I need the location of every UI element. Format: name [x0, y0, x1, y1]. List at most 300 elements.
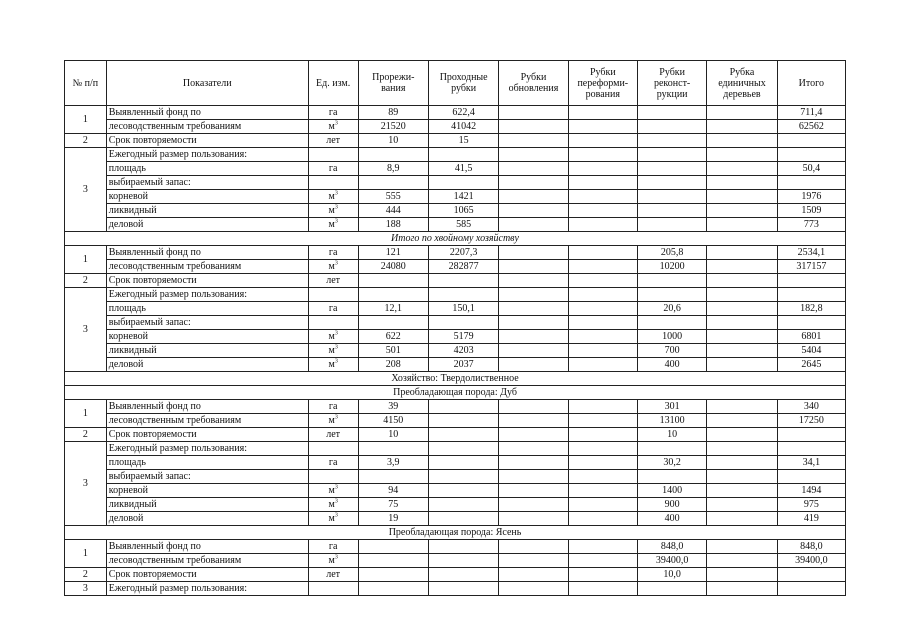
value-cell-total — [777, 316, 845, 330]
row-number: 3 — [65, 442, 107, 526]
value-cell-thinning: 10 — [358, 428, 428, 442]
unit-cell — [308, 288, 358, 302]
value-cell-passage — [428, 428, 498, 442]
value-cell-total: 5404 — [777, 344, 845, 358]
value-cell-passage — [428, 484, 498, 498]
indicator-cell: Срок повторяемости — [106, 274, 308, 288]
row-number: 1 — [65, 106, 107, 134]
value-cell-total: 340 — [777, 400, 845, 414]
unit-cell — [308, 358, 358, 372]
value-cell-renewal — [499, 358, 568, 372]
header-renewal-cutting: Рубки обновления — [499, 61, 568, 106]
section-title: Итого по хвойному хозяйству — [65, 232, 846, 246]
value-cell-passage: 2207,3 — [428, 246, 498, 260]
unit-cell — [308, 554, 358, 568]
unit-cell — [308, 428, 358, 442]
unit-superscript: 3 — [334, 512, 338, 519]
row-number: 1 — [65, 246, 107, 274]
value-cell-single-tree — [707, 414, 777, 428]
value-cell-single-tree — [707, 540, 777, 554]
value-cell-single-tree — [707, 204, 777, 218]
value-cell-single-tree — [707, 316, 777, 330]
value-cell-passage — [428, 176, 498, 190]
unit-superscript: 3 — [334, 484, 338, 491]
value-cell-total: 1509 — [777, 204, 845, 218]
value-cell-renewal — [499, 400, 568, 414]
value-cell-reconstruction: 848,0 — [637, 540, 706, 554]
row-number: 2 — [65, 274, 107, 288]
header-reconstruction-cutting: Рубки реконст-рукции — [637, 61, 706, 106]
value-cell-total: 1976 — [777, 190, 845, 204]
indicator-cell: Срок повторяемости — [106, 428, 308, 442]
value-cell-reconstruction — [637, 442, 706, 456]
value-cell-total: 62562 — [777, 120, 845, 134]
forest-use-table — [64, 60, 846, 596]
value-cell-total: 6801 — [777, 330, 845, 344]
table-row — [65, 442, 846, 456]
unit-label: м — [328, 498, 335, 510]
value-cell-reformation — [568, 148, 637, 162]
value-cell-reformation — [568, 428, 637, 442]
value-cell-reconstruction — [637, 134, 706, 148]
value-cell-reconstruction — [637, 190, 706, 204]
indicator-cell: Ежегодный размер пользования: — [106, 442, 308, 456]
indicator-cell: Срок повторяемости — [106, 568, 308, 582]
value-cell-passage — [428, 498, 498, 512]
value-cell-reformation — [568, 260, 637, 274]
value-cell-total — [777, 428, 845, 442]
table-row — [65, 106, 846, 120]
value-cell-reconstruction: 1000 — [637, 330, 706, 344]
value-cell-passage: 41042 — [428, 120, 498, 134]
unit-label: м — [328, 484, 335, 496]
unit-cell — [308, 260, 358, 274]
table-row — [65, 582, 846, 596]
value-cell-thinning — [358, 274, 428, 288]
indicator-cell: деловой — [106, 358, 308, 372]
value-cell-reconstruction — [637, 288, 706, 302]
unit-superscript: 3 — [334, 498, 338, 505]
indicator-cell: ликвидный — [106, 204, 308, 218]
value-cell-reconstruction: 205,8 — [637, 246, 706, 260]
value-cell-thinning — [358, 148, 428, 162]
value-cell-reformation — [568, 344, 637, 358]
value-cell-reconstruction — [637, 470, 706, 484]
value-cell-passage: 1065 — [428, 204, 498, 218]
value-cell-passage — [428, 568, 498, 582]
unit-cell — [308, 162, 358, 176]
unit-cell — [308, 190, 358, 204]
value-cell-reformation — [568, 330, 637, 344]
value-cell-thinning — [358, 442, 428, 456]
unit-cell — [308, 302, 358, 316]
value-cell-thinning: 39 — [358, 400, 428, 414]
section-row — [65, 386, 846, 400]
value-cell-renewal — [499, 540, 568, 554]
unit-label: га — [328, 302, 338, 314]
value-cell-single-tree — [707, 554, 777, 568]
value-cell-total: 2645 — [777, 358, 845, 372]
value-cell-reformation — [568, 204, 637, 218]
unit-label: лет — [326, 428, 341, 440]
indicator-cell: Выявленный фонд по — [106, 400, 308, 414]
header-no: № п/п — [65, 61, 107, 106]
unit-label: м — [328, 330, 335, 342]
value-cell-total — [777, 288, 845, 302]
value-cell-passage — [428, 582, 498, 596]
row-number: 3 — [65, 148, 107, 232]
table-row — [65, 190, 846, 204]
value-cell-thinning — [358, 316, 428, 330]
value-cell-renewal — [499, 260, 568, 274]
value-cell-total — [777, 568, 845, 582]
value-cell-reformation — [568, 442, 637, 456]
table-row — [65, 204, 846, 218]
row-number: 3 — [65, 288, 107, 372]
value-cell-renewal — [499, 316, 568, 330]
value-cell-renewal — [499, 274, 568, 288]
value-cell-thinning: 12,1 — [358, 302, 428, 316]
value-cell-single-tree — [707, 456, 777, 470]
value-cell-reformation — [568, 288, 637, 302]
value-cell-reconstruction — [637, 162, 706, 176]
value-cell-thinning: 19 — [358, 512, 428, 526]
value-cell-thinning — [358, 554, 428, 568]
indicator-cell: корневой — [106, 330, 308, 344]
table-row — [65, 428, 846, 442]
unit-label: лет — [326, 274, 341, 286]
header-passage-cutting: Проходные рубки — [428, 61, 498, 106]
section-title: Преобладающая порода: Ясень — [65, 526, 846, 540]
value-cell-renewal — [499, 246, 568, 260]
unit-cell — [308, 484, 358, 498]
unit-cell — [308, 120, 358, 134]
value-cell-passage: 4203 — [428, 344, 498, 358]
unit-superscript: 3 — [334, 414, 338, 421]
value-cell-passage: 15 — [428, 134, 498, 148]
table-row — [65, 414, 846, 428]
unit-label: га — [328, 106, 338, 118]
value-cell-renewal — [499, 456, 568, 470]
indicator-cell: лесоводственным требованиям — [106, 260, 308, 274]
unit-cell — [308, 344, 358, 358]
table-row — [65, 302, 846, 316]
table-row — [65, 120, 846, 134]
value-cell-single-tree — [707, 302, 777, 316]
value-cell-reformation — [568, 512, 637, 526]
unit-cell — [308, 176, 358, 190]
value-cell-single-tree — [707, 218, 777, 232]
table-row — [65, 540, 846, 554]
table-row — [65, 260, 846, 274]
value-cell-reformation — [568, 120, 637, 134]
value-cell-reconstruction: 400 — [637, 358, 706, 372]
value-cell-single-tree — [707, 582, 777, 596]
value-cell-reformation — [568, 106, 637, 120]
unit-label: га — [328, 540, 338, 552]
value-cell-single-tree — [707, 106, 777, 120]
value-cell-total — [777, 134, 845, 148]
value-cell-single-tree — [707, 190, 777, 204]
value-cell-thinning: 8,9 — [358, 162, 428, 176]
value-cell-renewal — [499, 106, 568, 120]
value-cell-renewal — [499, 470, 568, 484]
unit-cell — [308, 218, 358, 232]
value-cell-total — [777, 176, 845, 190]
unit-cell — [308, 414, 358, 428]
value-cell-total: 317157 — [777, 260, 845, 274]
value-cell-reformation — [568, 176, 637, 190]
table-row — [65, 512, 846, 526]
value-cell-renewal — [499, 428, 568, 442]
row-number: 2 — [65, 428, 107, 442]
value-cell-renewal — [499, 176, 568, 190]
value-cell-thinning: 555 — [358, 190, 428, 204]
unit-cell — [308, 456, 358, 470]
unit-label: лет — [326, 568, 341, 580]
unit-superscript: 3 — [334, 358, 338, 365]
value-cell-single-tree — [707, 428, 777, 442]
value-cell-single-tree — [707, 470, 777, 484]
value-cell-reformation — [568, 414, 637, 428]
value-cell-reconstruction — [637, 120, 706, 134]
unit-cell — [308, 442, 358, 456]
value-cell-total: 50,4 — [777, 162, 845, 176]
value-cell-total — [777, 470, 845, 484]
value-cell-passage — [428, 148, 498, 162]
value-cell-thinning: 188 — [358, 218, 428, 232]
unit-cell — [308, 316, 358, 330]
value-cell-total: 975 — [777, 498, 845, 512]
value-cell-thinning — [358, 540, 428, 554]
unit-cell — [308, 470, 358, 484]
table-row — [65, 330, 846, 344]
value-cell-renewal — [499, 582, 568, 596]
value-cell-single-tree — [707, 260, 777, 274]
value-cell-reconstruction: 10 — [637, 428, 706, 442]
section-row — [65, 372, 846, 386]
value-cell-reformation — [568, 582, 637, 596]
table-row — [65, 162, 846, 176]
value-cell-single-tree — [707, 484, 777, 498]
value-cell-reconstruction: 301 — [637, 400, 706, 414]
table-row — [65, 274, 846, 288]
value-cell-total: 17250 — [777, 414, 845, 428]
indicator-cell: лесоводственным требованиям — [106, 120, 308, 134]
value-cell-reconstruction: 13100 — [637, 414, 706, 428]
unit-label: м — [328, 554, 335, 566]
value-cell-single-tree — [707, 274, 777, 288]
row-number: 1 — [65, 400, 107, 428]
unit-cell — [308, 204, 358, 218]
value-cell-passage — [428, 442, 498, 456]
value-cell-renewal — [499, 204, 568, 218]
value-cell-thinning — [358, 470, 428, 484]
value-cell-reformation — [568, 134, 637, 148]
value-cell-total: 182,8 — [777, 302, 845, 316]
header-single-tree-cutting: Рубка единичных деревьев — [707, 61, 777, 106]
indicator-cell: Выявленный фонд по — [106, 246, 308, 260]
indicator-cell: Ежегодный размер пользования: — [106, 288, 308, 302]
unit-label: м — [328, 190, 335, 202]
unit-label: м — [328, 204, 335, 216]
unit-cell — [308, 246, 358, 260]
unit-label: м — [328, 344, 335, 356]
indicator-cell: площадь — [106, 162, 308, 176]
unit-label: га — [328, 400, 338, 412]
indicator-cell: выбираемый запас: — [106, 316, 308, 330]
value-cell-reformation — [568, 274, 637, 288]
value-cell-renewal — [499, 414, 568, 428]
value-cell-renewal — [499, 344, 568, 358]
indicator-cell: ликвидный — [106, 498, 308, 512]
indicator-cell: Ежегодный размер пользования: — [106, 582, 308, 596]
value-cell-single-tree — [707, 162, 777, 176]
value-cell-renewal — [499, 120, 568, 134]
header-total: Итого — [777, 61, 845, 106]
value-cell-thinning: 21520 — [358, 120, 428, 134]
value-cell-thinning: 10 — [358, 134, 428, 148]
row-number: 2 — [65, 568, 107, 582]
indicator-cell: деловой — [106, 218, 308, 232]
value-cell-reconstruction — [637, 218, 706, 232]
value-cell-total — [777, 274, 845, 288]
header-thinning: Прорежи-вания — [358, 61, 428, 106]
table-row — [65, 344, 846, 358]
unit-label: м — [328, 120, 335, 132]
value-cell-passage: 2037 — [428, 358, 498, 372]
value-cell-renewal — [499, 190, 568, 204]
unit-cell — [308, 540, 358, 554]
unit-cell — [308, 582, 358, 596]
value-cell-total: 419 — [777, 512, 845, 526]
value-cell-single-tree — [707, 512, 777, 526]
value-cell-passage — [428, 288, 498, 302]
value-cell-thinning: 94 — [358, 484, 428, 498]
indicator-cell: выбираемый запас: — [106, 470, 308, 484]
unit-label: м — [328, 414, 335, 426]
value-cell-passage — [428, 512, 498, 526]
value-cell-thinning — [358, 568, 428, 582]
value-cell-total: 2534,1 — [777, 246, 845, 260]
value-cell-single-tree — [707, 176, 777, 190]
unit-superscript: 3 — [334, 120, 338, 127]
unit-label: лет — [326, 134, 341, 146]
value-cell-thinning — [358, 582, 428, 596]
row-number: 3 — [65, 582, 107, 596]
unit-superscript: 3 — [334, 344, 338, 351]
value-cell-reformation — [568, 316, 637, 330]
value-cell-passage — [428, 470, 498, 484]
value-cell-thinning — [358, 176, 428, 190]
unit-cell — [308, 148, 358, 162]
value-cell-total — [777, 442, 845, 456]
table-row — [65, 176, 846, 190]
section-title: Преобладающая порода: Дуб — [65, 386, 846, 400]
unit-label: м — [328, 260, 335, 272]
value-cell-reconstruction: 10200 — [637, 260, 706, 274]
value-cell-renewal — [499, 162, 568, 176]
unit-superscript: 3 — [334, 190, 338, 197]
unit-cell — [308, 568, 358, 582]
value-cell-reconstruction: 1400 — [637, 484, 706, 498]
unit-cell — [308, 400, 358, 414]
table-row — [65, 470, 846, 484]
table-row — [65, 456, 846, 470]
indicator-cell: Выявленный фонд по — [106, 106, 308, 120]
value-cell-reconstruction — [637, 582, 706, 596]
table-row — [65, 568, 846, 582]
value-cell-renewal — [499, 484, 568, 498]
indicator-cell: лесоводственным требованиям — [106, 414, 308, 428]
value-cell-passage: 5179 — [428, 330, 498, 344]
value-cell-renewal — [499, 330, 568, 344]
value-cell-reconstruction: 39400,0 — [637, 554, 706, 568]
value-cell-reconstruction: 400 — [637, 512, 706, 526]
unit-superscript: 3 — [334, 554, 338, 561]
document-page — [64, 60, 846, 596]
value-cell-passage — [428, 540, 498, 554]
header-indicators: Показатели — [106, 61, 308, 106]
unit-label: м — [328, 358, 335, 370]
value-cell-reformation — [568, 358, 637, 372]
table-row — [65, 288, 846, 302]
value-cell-single-tree — [707, 498, 777, 512]
value-cell-reformation — [568, 246, 637, 260]
value-cell-reconstruction — [637, 148, 706, 162]
value-cell-reformation — [568, 218, 637, 232]
value-cell-reconstruction — [637, 106, 706, 120]
indicator-cell: выбираемый запас: — [106, 176, 308, 190]
value-cell-reconstruction: 10,0 — [637, 568, 706, 582]
indicator-cell: площадь — [106, 456, 308, 470]
table-row — [65, 246, 846, 260]
value-cell-total: 34,1 — [777, 456, 845, 470]
value-cell-thinning: 208 — [358, 358, 428, 372]
header-unit: Ед. изм. — [308, 61, 358, 106]
value-cell-passage: 1421 — [428, 190, 498, 204]
unit-cell — [308, 498, 358, 512]
value-cell-renewal — [499, 442, 568, 456]
value-cell-thinning: 89 — [358, 106, 428, 120]
value-cell-thinning: 3,9 — [358, 456, 428, 470]
value-cell-reformation — [568, 162, 637, 176]
value-cell-passage: 150,1 — [428, 302, 498, 316]
value-cell-single-tree — [707, 442, 777, 456]
value-cell-single-tree — [707, 288, 777, 302]
indicator-cell: деловой — [106, 512, 308, 526]
indicator-cell: площадь — [106, 302, 308, 316]
value-cell-total: 773 — [777, 218, 845, 232]
value-cell-thinning: 75 — [358, 498, 428, 512]
value-cell-renewal — [499, 148, 568, 162]
value-cell-reformation — [568, 554, 637, 568]
value-cell-passage — [428, 456, 498, 470]
value-cell-reconstruction: 30,2 — [637, 456, 706, 470]
table-row — [65, 484, 846, 498]
table-row — [65, 134, 846, 148]
value-cell-passage: 585 — [428, 218, 498, 232]
value-cell-thinning: 622 — [358, 330, 428, 344]
value-cell-single-tree — [707, 358, 777, 372]
value-cell-renewal — [499, 568, 568, 582]
value-cell-renewal — [499, 498, 568, 512]
indicator-cell: корневой — [106, 484, 308, 498]
unit-label: га — [328, 246, 338, 258]
unit-superscript: 3 — [334, 218, 338, 225]
value-cell-passage: 622,4 — [428, 106, 498, 120]
header-reformation-cutting: Рубки переформи-рования — [568, 61, 637, 106]
